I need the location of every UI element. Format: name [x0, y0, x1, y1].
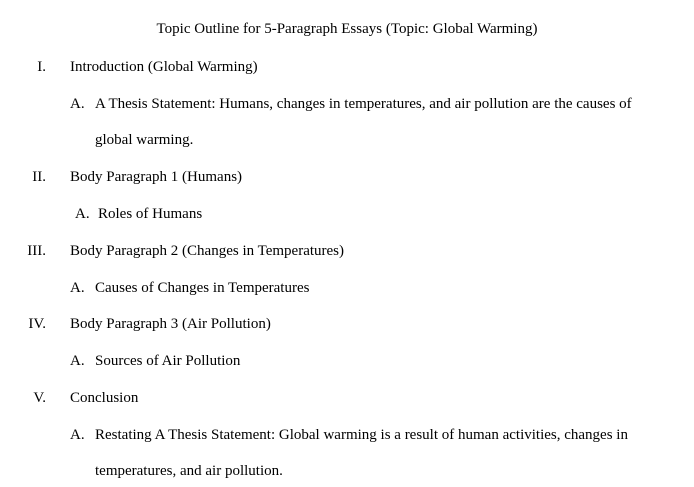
section-numeral-1: I. — [37, 59, 46, 75]
subitem-letter-3a: A. — [70, 280, 85, 296]
subitem-text-1a-line2: global warming. — [95, 132, 194, 148]
subitem-letter-2a: A. — [75, 206, 90, 222]
subitem-letter-5a: A. — [70, 427, 85, 443]
subitem-letter-1a: A. — [70, 96, 85, 112]
section-heading-2: Body Paragraph 1 (Humans) — [70, 169, 243, 185]
section-numeral-4: IV. — [28, 316, 46, 332]
subitem-text-5a-line2: temperatures, and air pollution. — [95, 463, 283, 479]
section-numeral-5: V. — [33, 390, 46, 406]
subitem-text-1a-line1: A Thesis Statement: Humans, changes in temperatures, and air pollution are the causes of — [95, 96, 632, 112]
subitem-text-5a-line1: Restating A Thesis Statement: Global warming is a result of human activities, changes in — [95, 427, 628, 443]
section-numeral-3: III. — [27, 243, 46, 259]
section-heading-5: Conclusion — [70, 390, 139, 406]
section-heading-1: Introduction (Global Warming) — [70, 59, 258, 75]
subitem-text-4a: Sources of Air Pollution — [95, 353, 241, 369]
subitem-text-2a: Roles of Humans — [98, 206, 203, 222]
section-heading-4: Body Paragraph 3 (Air Pollution) — [70, 316, 271, 332]
section-heading-3: Body Paragraph 2 (Changes in Temperatures) — [70, 243, 345, 259]
subitem-text-3a: Causes of Changes in Temperatures — [95, 280, 310, 296]
subitem-letter-4a: A. — [70, 353, 85, 369]
section-numeral-2: II. — [32, 169, 46, 185]
document-title: Topic Outline for 5-Paragraph Essays (Topic: Global Warming) — [156, 21, 538, 37]
